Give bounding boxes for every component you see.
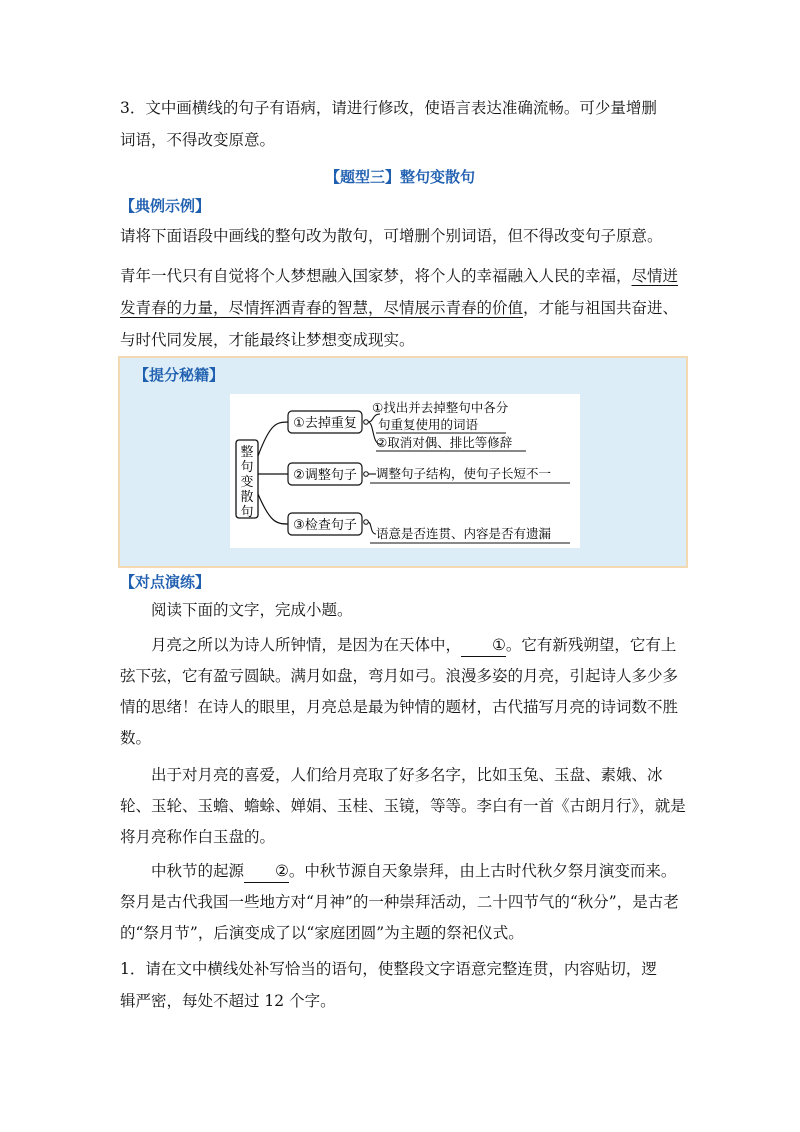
root-char-2: 句 (240, 460, 254, 475)
question-1-line-1: 1．请在文中横线处补写恰当的语句，使整段文字语意完整连贯，内容贴切，逻 (120, 960, 657, 978)
branch-3-detail-1: 语意是否连贯、内容是否有遗漏 (376, 526, 552, 541)
root-char-5: 句 (240, 505, 254, 520)
question-1-line-2: 辑严密，每处不超过 12 个字。 (120, 992, 336, 1010)
practice-paragraph-2: 出于对月亮的喜爱，人们给月亮取了好多名字，比如玉兔、玉盘、素娥、冰轮、玉轮、玉蟾、蟾蜍、婵娟、玉桂、玉镜，等等。李白有一首《古朗月行》，就是将月亮称作白玉盘的。 (120, 766, 686, 846)
blank-2[interactable]: ② (244, 860, 289, 883)
root-char-4: 散 (240, 490, 254, 505)
question-1 (120, 953, 688, 1017)
question-3 (120, 92, 688, 156)
section-title: 【题型三】整句变散句 (324, 168, 475, 186)
example-label: 【典例示例】 (120, 197, 211, 215)
root-char-3: 变 (240, 475, 254, 490)
branch-1-detail-3: ②取消对偶、排比等修辞 (376, 435, 513, 450)
tips-box (118, 356, 688, 568)
branch-1-detail-2: 句重复使用的词语 (378, 417, 479, 432)
branch-1-detail-1: ①找出并去掉整句中各分 (372, 400, 509, 415)
question-3-line-2: 词语，不得改变原意。 (120, 131, 276, 149)
branch-2-detail-1: 调整句子结构，使句子长短不一 (376, 466, 552, 481)
passage-underlined-sentence: 尽情迸发青春的力量，尽情挥洒青春的智慧，尽情展示青春的价值 (120, 267, 679, 317)
practice-paragraph-1: 月亮之所以为诗人所钟情，是因为在天体中， ①。它有新残朔望，它有上弦下弦，它有盈亏圆缺。满月如盘，弯月如弓。浪漫多姿的月亮，引起诗人多少多情的思绪！在诗人的眼里，月亮总是最为钟情的题材，古代描写月亮的诗词数不胜数。 (120, 636, 679, 747)
example-instruction: 请将下面语段中画线的整句改为散句，可增删个别词语，但不得改变句子原意。 (120, 227, 663, 245)
practice-label: 【对点演练】 (120, 573, 211, 591)
passage-after: ，才能与祖国共奋进、与时代同发展，才能最终让梦想变成现实。 (120, 299, 679, 349)
branch-1-label: ①去掉重复 (293, 416, 357, 431)
example-passage (120, 260, 688, 356)
practice-instruction: 阅读下面的文字，完成小题。 (151, 601, 353, 619)
mind-map-diagram (230, 394, 580, 548)
tips-label: 【提分秘籍】 (134, 366, 225, 384)
root-char-1: 整 (240, 445, 254, 460)
branch-2-label: ②调整句子 (293, 468, 357, 483)
practice-paragraph-3: 中秋节的起源 ②。中秋节源自天象崇拜，由上古时代秋夕祭月演变而来。祭月是古代我国一些地方对“月神”的一种崇拜活动，二十四节气的“秋分”，是古老的“祭月节”，后演变成了以“家庭团圆”为主题的祭祀仪式。 (120, 862, 679, 942)
blank-1[interactable]: ① (461, 634, 506, 657)
branch-3-label: ③检查句子 (293, 518, 357, 533)
question-3-line-1: 3．文中画横线的句子有语病，请进行修改，使语言表达准确流畅。可少量增删 (120, 99, 657, 117)
passage-before: 青年一代只有自觉将个人梦想融入国家梦，将个人的幸福融入人民的幸福， (120, 267, 632, 285)
